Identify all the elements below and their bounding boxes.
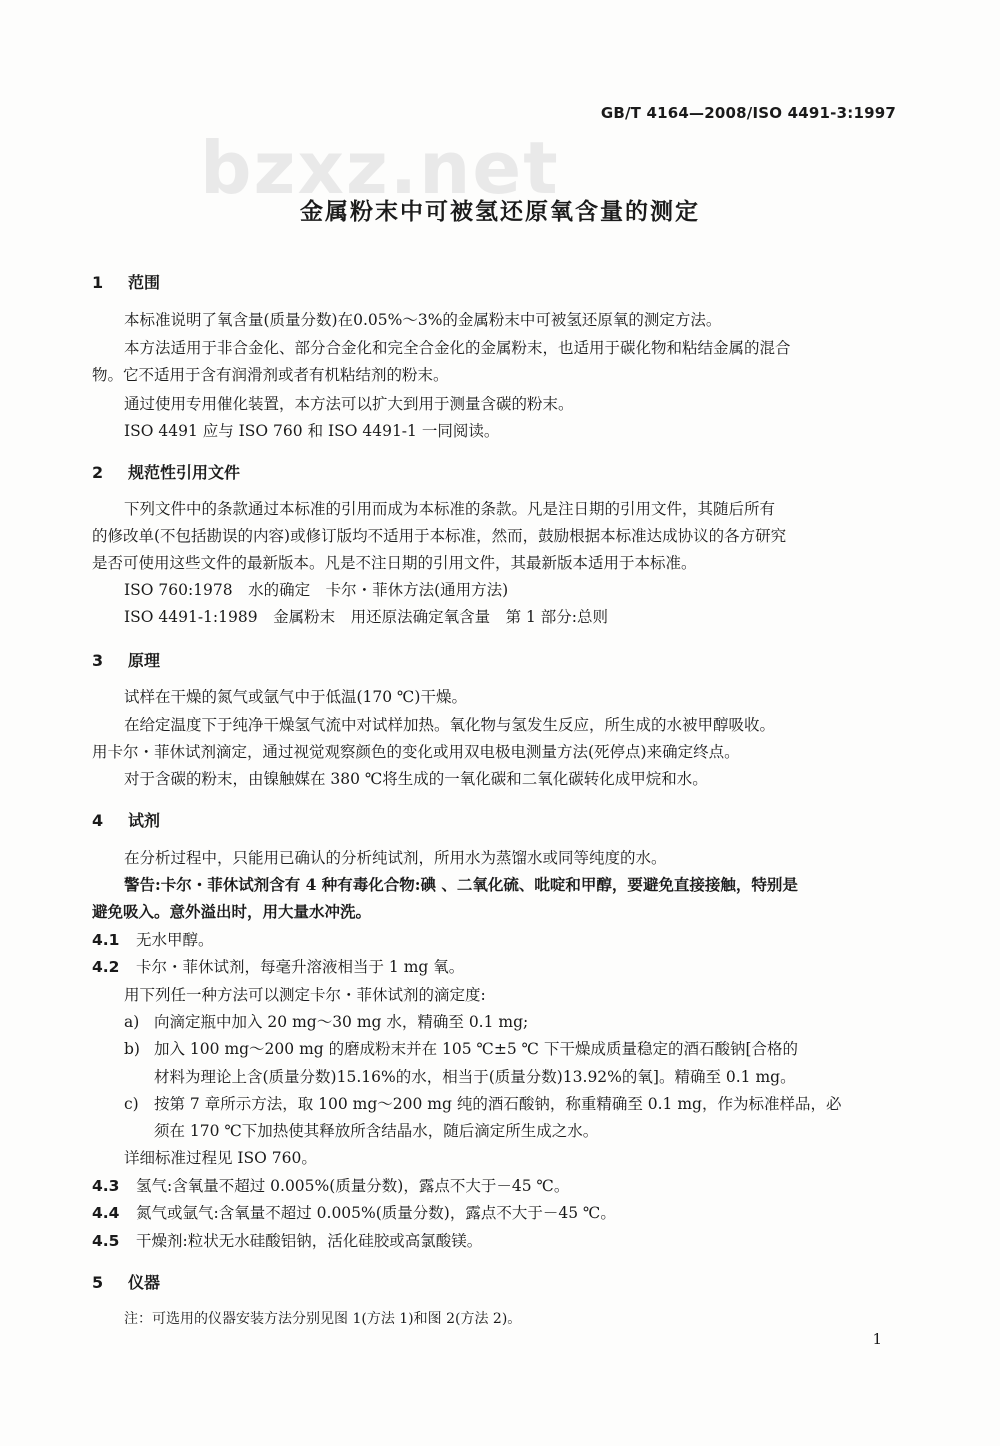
document-title: 金属粉末中可被氢还原氧含量的测定 [300, 199, 700, 225]
paragraph-continuation: 的修改单(不包括勘误的内容)或修订版均不适用于本标准，然而，鼓励根据本标准达成协议的各方研究 [92, 527, 787, 545]
list-text: 向滴定瓶中加入 20 mg～30 mg 水，精确至 0.1 mg; [154, 1013, 529, 1031]
paragraph: 本标准说明了氧含量(质量分数)在0.05%～3%的金属粉末中可被氢还原氧的测定方法。 [124, 311, 722, 329]
section-title: 试剂 [128, 811, 161, 830]
section-number: 1 [92, 273, 104, 292]
section-4-heading [92, 808, 160, 831]
list-text: 按第 7 章所示方法，取 100 mg～200 mg 纯的酒石酸钠，称重精确至 0.1 mg，作为标准样品，必 [154, 1095, 842, 1113]
paragraph-continuation: 是否可使用这些文件的最新版本。凡是不注日期的引用文件，其最新版本适用于本标准。 [92, 554, 697, 572]
subsection-number: 4.1 [92, 931, 120, 949]
watermark: bzxz.net [200, 126, 560, 210]
section-1-heading [92, 270, 160, 293]
section-title: 原理 [128, 651, 161, 670]
section-title: 规范性引用文件 [128, 463, 241, 482]
paragraph: 详细标准过程见 ISO 760。 [124, 1149, 317, 1167]
paragraph-continuation: 物。它不适用于含有润滑剂或者有机粘结剂的粉末。 [92, 366, 449, 384]
reference-item: ISO 4491-1:1989 金属粉末 用还原法确定氧含量 第 1 部分:总则 [124, 608, 609, 626]
paragraph-continuation: 用卡尔・菲休试剂滴定，通过视觉观察颜色的变化或用双电极电测量方法(死停点)来确定终点。 [92, 743, 740, 761]
section-number: 3 [92, 651, 104, 670]
subsection-number: 4.4 [92, 1204, 120, 1222]
subsection-number: 4.2 [92, 958, 120, 976]
paragraph: 用下列任一种方法可以测定卡尔・菲休试剂的滴定度: [124, 986, 486, 1004]
subsection-4-2 [92, 958, 464, 977]
subsection-number: 4.5 [92, 1232, 120, 1250]
section-2-heading [92, 460, 240, 483]
section-title: 仪器 [128, 1273, 161, 1292]
section-5-heading [92, 1270, 160, 1293]
page-number: 1 [872, 1330, 882, 1348]
paragraph: 试样在干燥的氮气或氩气中于低温(170 ℃)干燥。 [124, 688, 467, 706]
section-number: 4 [92, 811, 104, 830]
subsection-text: 无水甲醇。 [136, 931, 214, 949]
paragraph: ISO 4491 应与 ISO 760 和 ISO 4491-1 一同阅读。 [124, 422, 500, 440]
list-item-a [124, 1013, 528, 1032]
list-text: 加入 100 mg～200 mg 的磨成粉末并在 105 ℃±5 ℃ 下干燥成质量稳定的酒石酸钠[合格的 [154, 1040, 798, 1058]
paragraph: 对于含碳的粉末，由镍触媒在 380 ℃将生成的一氧化碳和二氧化碳转化成甲烷和水。 [124, 770, 708, 788]
list-label: c) [124, 1095, 139, 1113]
subsection-text: 干燥剂:粒状无水硅酸铝钠，活化硅胶或高氯酸镁。 [136, 1232, 483, 1250]
section-number: 5 [92, 1273, 104, 1292]
list-label: a) [124, 1013, 140, 1031]
subsection-number: 4.3 [92, 1177, 120, 1195]
list-text-continuation: 材料为理论上含(质量分数)15.16%的水，相当于(质量分数)13.92%的氧]。精确至 0.1 mg。 [154, 1068, 796, 1086]
subsection-4-5 [92, 1232, 482, 1251]
list-text-continuation: 须在 170 ℃下加热使其释放所含结晶水，随后滴定所生成之水。 [154, 1122, 599, 1140]
warning-text-continuation: 避免吸入。意外溢出时，用大量水冲洗。 [92, 902, 372, 921]
warning-text: 警告:卡尔・菲休试剂含有 4 种有毒化合物:碘 、二氧化硫、吡啶和甲醇，要避免直接接触，特别是 [124, 875, 798, 894]
subsection-4-3 [92, 1177, 569, 1196]
subsection-text: 氮气或氩气:含氧量不超过 0.005%(质量分数)，露点不大于－45 ℃。 [136, 1204, 616, 1222]
subsection-text: 卡尔・菲休试剂，每毫升溶液相当于 1 mg 氧。 [136, 958, 465, 976]
section-number: 2 [92, 463, 104, 482]
subsection-text: 氢气:含氧量不超过 0.005%(质量分数)，露点不大于－45 ℃。 [136, 1177, 570, 1195]
paragraph: 在分析过程中，只能用已确认的分析纯试剂，所用水为蒸馏水或同等纯度的水。 [124, 849, 667, 867]
section-3-heading [92, 648, 160, 671]
section-title: 范围 [128, 273, 161, 292]
paragraph: 下列文件中的条款通过本标准的引用而成为本标准的条款。凡是注日期的引用文件，其随后所有 [124, 500, 776, 518]
reference-item: ISO 760:1978 水的确定 卡尔・菲休方法(通用方法) [124, 581, 509, 599]
subsection-4-1 [92, 931, 214, 950]
paragraph: 本方法适用于非合金化、部分合金化和完全合金化的金属粉末，也适用于碳化物和粘结金属的混合 [124, 339, 791, 357]
list-item-c [124, 1095, 841, 1114]
list-item-b [124, 1040, 798, 1059]
standard-code: GB/T 4164—2008/ISO 4491-3:1997 [600, 104, 896, 122]
subsection-4-4 [92, 1204, 616, 1223]
list-label: b) [124, 1040, 140, 1058]
paragraph: 通过使用专用催化装置，本方法可以扩大到用于测量含碳的粉末。 [124, 395, 574, 413]
paragraph: 在给定温度下于纯净干燥氢气流中对试样加热。氧化物与氢发生反应，所生成的水被甲醇吸收。 [124, 716, 776, 734]
note: 注：可选用的仪器安装方法分别见图 1(方法 1)和图 2(方法 2)。 [124, 1311, 522, 1327]
